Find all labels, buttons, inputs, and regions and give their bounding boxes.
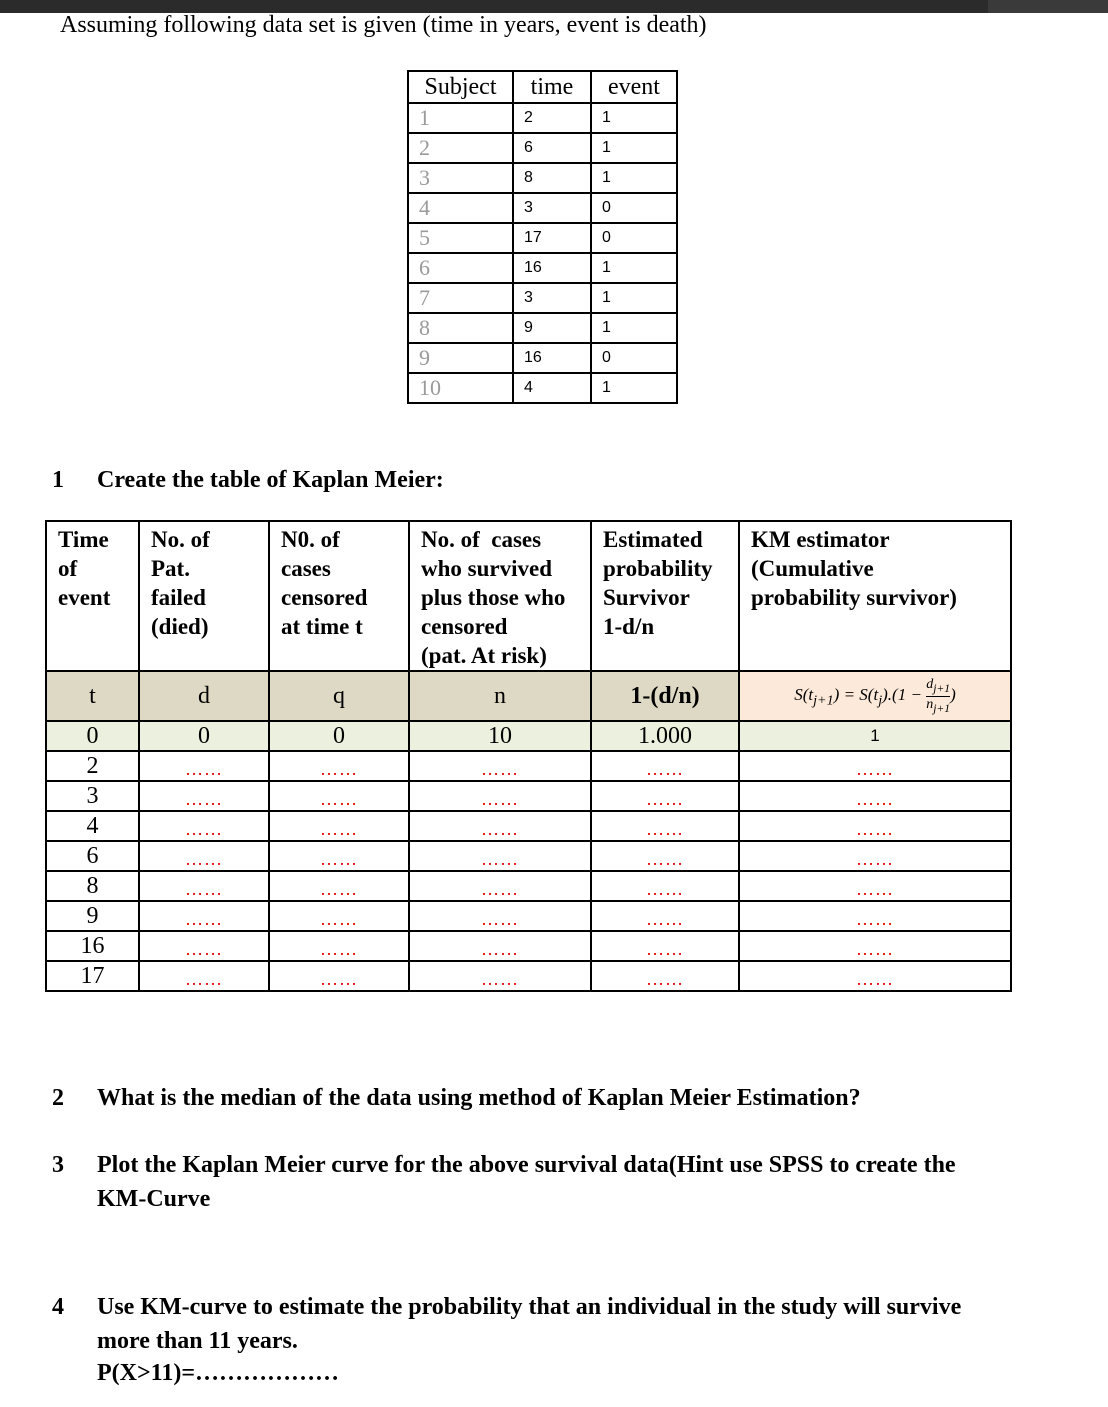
dataset-event-cell: 1 [591,373,677,403]
km-at-risk-blank: …… [409,961,591,991]
dataset-row [408,253,677,283]
dataset-row [408,103,677,133]
question-2-text: What is the median of the data using method of Kaplan Meier Estimation? [97,1085,861,1111]
km-failed-blank: …… [139,961,269,991]
km-estimator-blank: …… [739,751,1011,781]
window-top-bar-right [988,0,1108,13]
km-symbol-t: t [46,671,139,721]
dataset-time-cell: 2 [513,103,591,133]
question-4-number: 4 [52,1294,64,1320]
dataset-subject-cell: 7 [408,283,513,313]
km-header-line: 1-d/n [603,614,655,639]
question-1-text: Create the table of Kaplan Meier: [97,467,444,493]
km-failed-blank: …… [139,841,269,871]
km-header-line: failed [151,585,206,610]
km-header-line: Survivor [603,585,690,610]
dataset-event-cell: 0 [591,343,677,373]
km-time-cell: 2 [46,751,139,781]
km-at-risk-blank: …… [409,751,591,781]
km-probability-blank: …… [591,901,739,931]
km-row [46,931,1011,961]
km-header-line: Time [58,527,109,552]
km-table [45,520,1012,992]
km-failed-blank: …… [139,751,269,781]
km-row [46,841,1011,871]
km-header-line: probability survivor) [751,585,957,610]
dataset-subject-cell: 6 [408,253,513,283]
km-censored-blank: …… [269,811,409,841]
km-header-line: plus those who [421,585,566,610]
km-probability-blank: …… [591,961,739,991]
dataset-row [408,223,677,253]
dataset-event-cell: 0 [591,223,677,253]
question-4-answer: P(X>11)=……………… [97,1360,340,1386]
km-censored-blank: …… [269,901,409,931]
km-header-line: N0. of [281,527,340,552]
dataset-event-cell: 0 [591,193,677,223]
km-probability-blank: …… [591,751,739,781]
km-probability-blank: …… [591,781,739,811]
dataset-event-cell: 1 [591,283,677,313]
km-time-cell: 9 [46,901,139,931]
dataset-time-cell: 17 [513,223,591,253]
km-censored-blank: …… [269,871,409,901]
dataset-row [408,193,677,223]
km-time-cell: 8 [46,871,139,901]
km-estimator-blank: …… [739,841,1011,871]
km-censored-blank: …… [269,781,409,811]
km-failed-blank: …… [139,871,269,901]
km-censored-blank: …… [269,931,409,961]
km-zero-survival: 1.000 [591,721,739,751]
dataset-subject-cell: 8 [408,313,513,343]
formula-sub1: j+1 [813,692,834,709]
km-at-risk-blank: …… [409,811,591,841]
dataset-time-cell: 3 [513,193,591,223]
formula-num-sub: j+1 [933,681,951,695]
dataset-header-event: event [591,71,677,103]
km-time-cell: 4 [46,811,139,841]
km-header-failed [139,521,269,671]
dataset-subject-cell: 2 [408,133,513,163]
dataset-event-cell: 1 [591,103,677,133]
dataset-row [408,343,677,373]
dataset-header-subject: Subject [408,71,513,103]
dataset-time-cell: 6 [513,133,591,163]
km-header-line: censored [421,614,508,639]
dataset-row [408,133,677,163]
km-probability-blank: …… [591,871,739,901]
question-4-line-1: Use KM-curve to estimate the probability that an individual in the study will survive [97,1294,962,1320]
km-zero-km: 1 [739,721,1011,751]
dataset-time-cell: 4 [513,373,591,403]
dataset-subject-cell: 10 [408,373,513,403]
km-at-risk-blank: …… [409,871,591,901]
km-symbol-d: d [139,671,269,721]
dataset-time-cell: 3 [513,283,591,313]
km-row [46,811,1011,841]
km-symbol-row [46,671,1011,721]
km-header-line: (died) [151,614,209,639]
question-1-number: 1 [52,467,64,493]
km-probability-blank: …… [591,931,739,961]
km-symbol-q: q [269,671,409,721]
km-symbol-n: n [409,671,591,721]
km-header-km-estimator [739,521,1011,671]
km-at-risk-blank: …… [409,841,591,871]
dataset-header-row [408,71,677,103]
km-symbol-survival: 1-(d/n) [591,671,739,721]
dataset-time-cell: 8 [513,163,591,193]
intro-text: Assuming following data set is given (time in years, event is death) [60,12,707,38]
km-header-at-risk [409,521,591,671]
km-header-censored [269,521,409,671]
km-header-line: (Cumulative [751,556,874,581]
question-4-line-2: more than 11 years. [97,1328,298,1354]
km-row [46,781,1011,811]
dataset-time-cell: 16 [513,253,591,283]
km-time-cell: 6 [46,841,139,871]
km-probability-blank: …… [591,841,739,871]
km-failed-blank: …… [139,901,269,931]
km-header-line: who survived [421,556,552,581]
dataset-event-cell: 1 [591,133,677,163]
km-estimator-blank: …… [739,811,1011,841]
km-row [46,901,1011,931]
km-at-risk-blank: …… [409,781,591,811]
formula-num: d [926,676,934,692]
km-header-line: at time t [281,614,363,639]
dataset-row [408,373,677,403]
km-header-line: (pat. At risk) [421,643,547,668]
km-zero-q: 0 [269,721,409,751]
km-estimator-blank: …… [739,781,1011,811]
km-failed-blank: …… [139,781,269,811]
dataset-time-cell: 16 [513,343,591,373]
km-time-cell: 3 [46,781,139,811]
km-header-line: cases [281,556,331,581]
dataset-table [407,70,678,404]
formula-fraction [926,677,950,716]
km-formula [739,671,1011,721]
question-3-number: 3 [52,1152,64,1178]
question-3-line-2: KM-Curve [97,1186,211,1212]
formula-close: ) [950,684,956,704]
km-censored-blank: …… [269,841,409,871]
km-header-line: censored [281,585,368,610]
formula-rest: ).(1 − [882,684,922,704]
km-probability-blank: …… [591,811,739,841]
formula-den: n [926,696,934,712]
km-zero-row [46,721,1011,751]
km-row [46,961,1011,991]
km-censored-blank: …… [269,961,409,991]
dataset-subject-cell: 4 [408,193,513,223]
km-zero-d: 0 [139,721,269,751]
dataset-row [408,313,677,343]
km-header-line: No. of [151,527,210,552]
km-header-line: No. of cases [421,527,542,552]
km-time-cell: 17 [46,961,139,991]
km-header-row [46,521,1011,671]
km-censored-blank: …… [269,751,409,781]
km-header-time [46,521,139,671]
km-at-risk-blank: …… [409,901,591,931]
dataset-subject-cell: 1 [408,103,513,133]
dataset-event-cell: 1 [591,253,677,283]
km-header-line: probability [603,556,713,581]
km-at-risk-blank: …… [409,931,591,961]
km-time-cell: 16 [46,931,139,961]
km-row [46,871,1011,901]
km-zero-n: 10 [409,721,591,751]
km-header-line: KM estimator [751,527,890,552]
km-zero-t: 0 [46,721,139,751]
dataset-header-time: time [513,71,591,103]
km-header-line: Pat. [151,556,190,581]
formula-mid: ) = S(t [833,684,879,704]
km-row [46,751,1011,781]
dataset-time-cell: 9 [513,313,591,343]
dataset-row [408,163,677,193]
formula-den-sub: j+1 [933,701,951,715]
question-3-line-1: Plot the Kaplan Meier curve for the above survival data(Hint use SPSS to create the [97,1152,956,1178]
km-header-probability [591,521,739,671]
dataset-row [408,283,677,313]
dataset-event-cell: 1 [591,313,677,343]
dataset-subject-cell: 5 [408,223,513,253]
question-2-number: 2 [52,1085,64,1111]
km-header-line: Estimated [603,527,703,552]
km-estimator-blank: …… [739,931,1011,961]
km-header-line: event [58,585,111,610]
formula-lhs: S(t [794,684,814,704]
dataset-subject-cell: 9 [408,343,513,373]
km-failed-blank: …… [139,811,269,841]
km-estimator-blank: …… [739,961,1011,991]
km-estimator-blank: …… [739,901,1011,931]
dataset-subject-cell: 3 [408,163,513,193]
formula-sub2: j [878,692,883,709]
dataset-event-cell: 1 [591,163,677,193]
km-header-line: of [58,556,78,581]
km-estimator-blank: …… [739,871,1011,901]
km-failed-blank: …… [139,931,269,961]
